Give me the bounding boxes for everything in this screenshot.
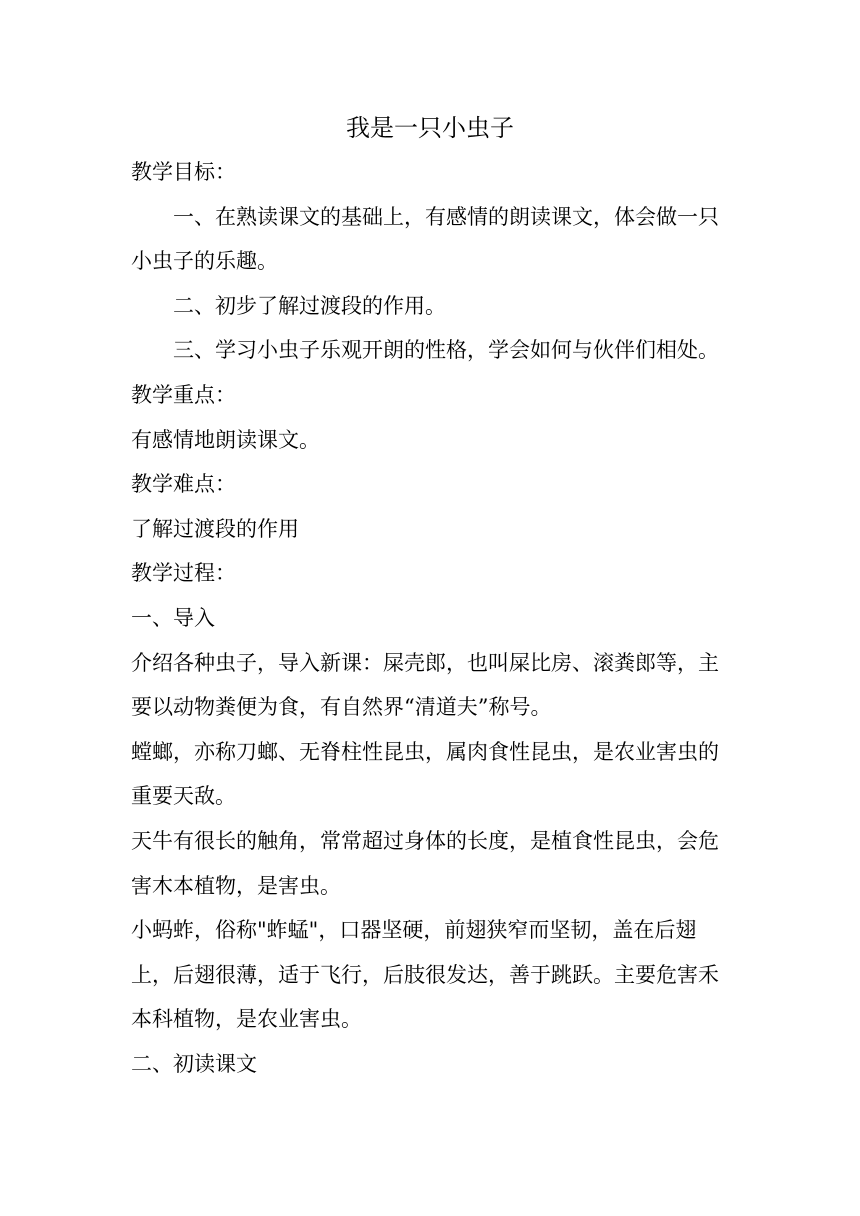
section-heading-objectives: 教学目标： (131, 160, 236, 184)
objective-item-1: 一、在熟读课文的基础上，有感情的朗读课文，体会做一只小虫子的乐趣。 (131, 204, 719, 274)
paragraph-grasshopper: 小蚂蚱，俗称"蚱蜢"，口器坚硬，前翅狭窄而坚韧，盖在后翅上，后翅很薄，适于飞行，后肢很发达，善于跳跃。主要危害禾本科植物，是农业害虫。 (131, 918, 719, 1032)
objective-item-3: 三、学习小虫子乐观开朗的性格，学会如何与伙伴们相处。 (173, 338, 719, 363)
process-step-1-heading: 一、导入 (131, 605, 215, 630)
key-point-text: 有感情地朗读课文。 (131, 427, 320, 452)
section-heading-process: 教学过程： (131, 561, 236, 586)
document-title: 我是一只小虫子 (346, 114, 514, 142)
objective-item-2: 二、初步了解过渡段的作用。 (173, 293, 446, 318)
section-heading-key-points: 教学重点： (131, 382, 236, 407)
process-step-2-heading: 二、初读课文 (131, 1051, 257, 1076)
section-heading-difficulties: 教学难点： (131, 472, 236, 497)
document-body (131, 150, 731, 1086)
paragraph-longhorn-beetle: 天牛有很长的触角，常常超过身体的长度，是植食性昆虫，会危害木本植物，是害虫。 (131, 828, 719, 898)
paragraph-mantis: 螳螂，亦称刀螂、无脊柱性昆虫，属肉食性昆虫，是农业害虫的重要天敌。 (131, 739, 719, 809)
difficulty-text: 了解过渡段的作用 (131, 516, 299, 541)
paragraph-dung-beetle: 介绍各种虫子，导入新课：屎壳郎，也叫屎比房、滚粪郎等，主要以动物粪便为食，有自然界“清道夫”称号。 (131, 650, 719, 720)
